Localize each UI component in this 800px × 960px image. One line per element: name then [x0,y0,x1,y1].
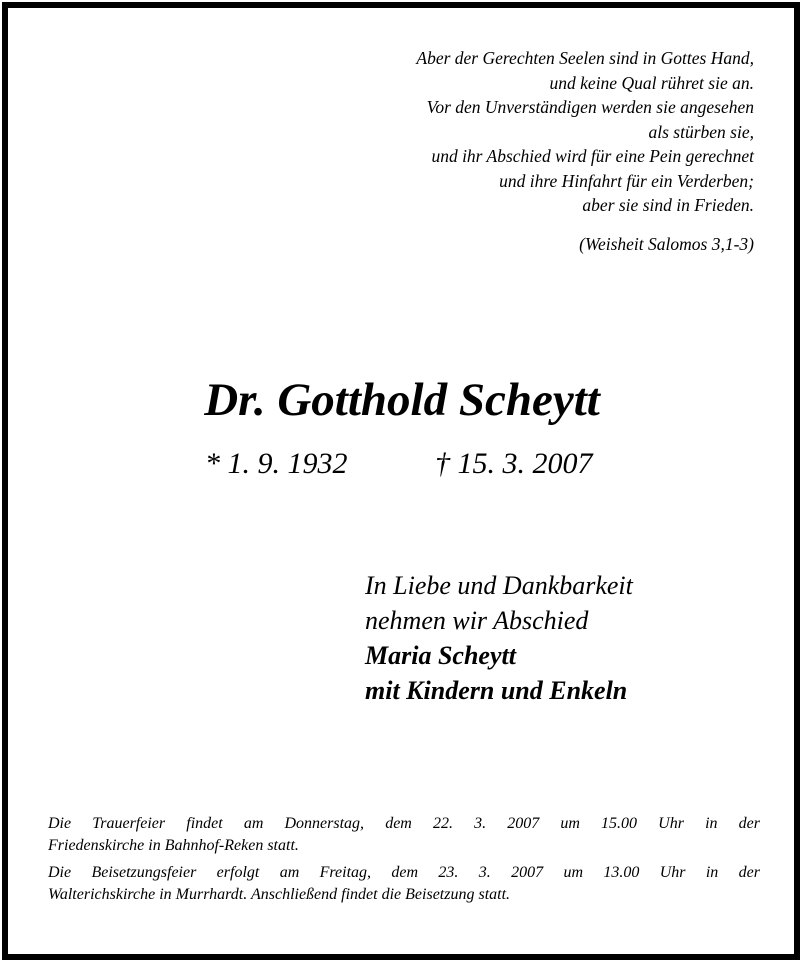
mourner-family: mit Kindern und Enkeln [365,676,628,705]
verse-reference: (Weisheit Salomos 3,1-3) [579,234,754,254]
notice-line: Die Trauerfeier findet am Donnerstag, dem 22. 3. 2007 um 15.00 Uhr in der [48,815,760,832]
verse-line: Vor den Unverständigen werden sie angesehen [426,97,754,117]
burial-notice [48,862,760,906]
verse-line: aber sie sind in Frieden. [582,195,754,215]
bible-verse [234,46,754,218]
funeral-notice [48,813,760,857]
notice-line: Friedenskirche in Bahnhof-Reken statt. [48,837,299,854]
notice-line: Walterichskirche in Murrhardt. Anschließend findet die Beisetzung statt. [48,886,511,903]
funeral-notices [48,813,760,911]
mourner-name: Maria Scheytt [365,641,516,670]
mourners-line: nehmen wir Abschied [365,606,589,635]
deceased-name: Dr. Gotthold Scheytt [204,374,600,426]
verse-line: als stürben sie, [648,121,754,142]
verse-line: und ihre Hinfahrt für ein Verderben; [499,170,754,191]
mourners-block [365,568,765,708]
verse-line: und ihr Abschied wird für eine Pein gerechnet [431,146,754,166]
obituary-frame [2,2,800,960]
mourners-line: In Liebe und Dankbarkeit [365,571,633,600]
death-date: † 15. 3. 2007 [435,447,593,480]
verse-line: Aber der Gerechten Seelen sind in Gottes Hand, [416,48,754,68]
verse-line: und keine Qual rühret sie an. [549,72,754,93]
birth-date: * 1. 9. 1932 [205,447,348,480]
notice-line: Die Beisetzungsfeier erfolgt am Freitag, dem 23. 3. 2007 um 13.00 Uhr in der [48,864,760,881]
